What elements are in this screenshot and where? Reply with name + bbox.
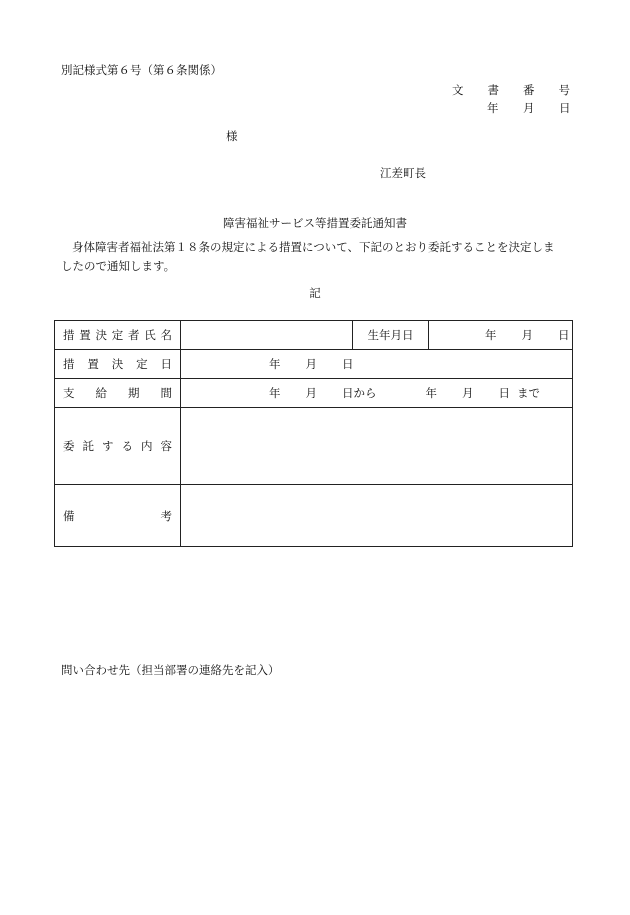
from-month-label: 月 — [305, 386, 317, 400]
label-char: 決 — [95, 328, 107, 342]
label-char: る — [121, 439, 133, 453]
document-number-line — [452, 82, 570, 98]
decision-month-label: 月 — [305, 357, 317, 371]
label-cell — [55, 321, 181, 350]
recipient-honorific: 様 — [226, 129, 238, 143]
to-suffix: まで — [517, 386, 540, 400]
body-text-line-2: したので通知します。 — [61, 259, 176, 273]
label-char: 決 — [111, 357, 124, 371]
from-day-label: 日 — [342, 386, 354, 400]
decision-year-label: 年 — [269, 357, 281, 371]
commission-content-value-cell[interactable] — [181, 408, 573, 485]
notification-table — [54, 320, 573, 547]
ki-heading: 記 — [309, 286, 321, 300]
body-text-line-1: 身体障害者福祉法第１８条の規定による措置について、下記のとおり委託することを決定しま — [72, 240, 555, 254]
label-char: 委 — [63, 439, 75, 453]
document-title: 障害福祉サービス等措置委託通知書 — [223, 216, 407, 230]
label-char: 考 — [160, 508, 172, 523]
label-cell — [55, 350, 181, 379]
label-char: 措 — [63, 357, 75, 371]
table-row-recipient-name — [55, 321, 573, 350]
to-day-label: 日 — [498, 386, 510, 400]
label-cell — [55, 485, 181, 547]
issue-year: 年 — [487, 101, 499, 115]
label-cell — [55, 379, 181, 408]
table-row-payment-period — [55, 379, 573, 408]
label-char: 定 — [111, 328, 124, 342]
doc-number-char: 号 — [558, 83, 570, 97]
doc-number-char: 文 — [452, 83, 464, 97]
from-suffix: から — [353, 386, 377, 400]
label-char: 氏 — [144, 328, 156, 342]
table-row-commission-content — [55, 408, 573, 485]
label-char: 置 — [87, 357, 99, 371]
label-cell — [55, 408, 181, 485]
decision-day-label: 日 — [342, 357, 354, 371]
birth-month-label: 月 — [521, 328, 533, 342]
label-char: 容 — [160, 439, 172, 453]
sender-name: 江差町長 — [380, 166, 426, 180]
label-char: 内 — [141, 439, 153, 453]
birthdate-value-cell[interactable] — [429, 321, 573, 350]
birth-day-label: 日 — [558, 328, 570, 342]
label-char: 定 — [136, 357, 148, 371]
doc-number-char: 書 — [487, 83, 499, 97]
table-row-remarks — [55, 485, 573, 547]
label-char: 措 — [63, 328, 75, 342]
label-char: 備 — [63, 508, 75, 523]
label-char: 日 — [160, 357, 172, 371]
label-char: 名 — [160, 328, 172, 342]
contact-info: 問い合わせ先（担当部署の連絡先を記入） — [61, 663, 280, 677]
decision-date-value-cell[interactable] — [181, 350, 573, 379]
form-number: 別記様式第６号（第６条関係） — [61, 63, 222, 77]
birthdate-label-cell: 生年月日 — [353, 321, 429, 350]
label-char: 間 — [160, 386, 172, 400]
label-char: 託 — [82, 439, 94, 453]
name-value-cell[interactable] — [181, 321, 353, 350]
label-char: 置 — [79, 328, 91, 342]
label-char: 者 — [128, 328, 140, 342]
label-char: 給 — [95, 386, 107, 400]
birth-year-label: 年 — [485, 328, 497, 342]
table-row-decision-date — [55, 350, 573, 379]
to-month-label: 月 — [462, 386, 474, 400]
label-char: 支 — [63, 386, 75, 400]
label-char: す — [102, 439, 114, 453]
doc-number-char: 番 — [523, 83, 535, 97]
issue-month: 月 — [523, 101, 535, 115]
from-year-label: 年 — [269, 386, 281, 400]
issue-day: 日 — [559, 101, 571, 115]
label-char: 期 — [128, 386, 140, 400]
payment-period-value-cell[interactable] — [181, 379, 573, 408]
remarks-value-cell[interactable] — [181, 485, 573, 547]
to-year-label: 年 — [425, 386, 437, 400]
